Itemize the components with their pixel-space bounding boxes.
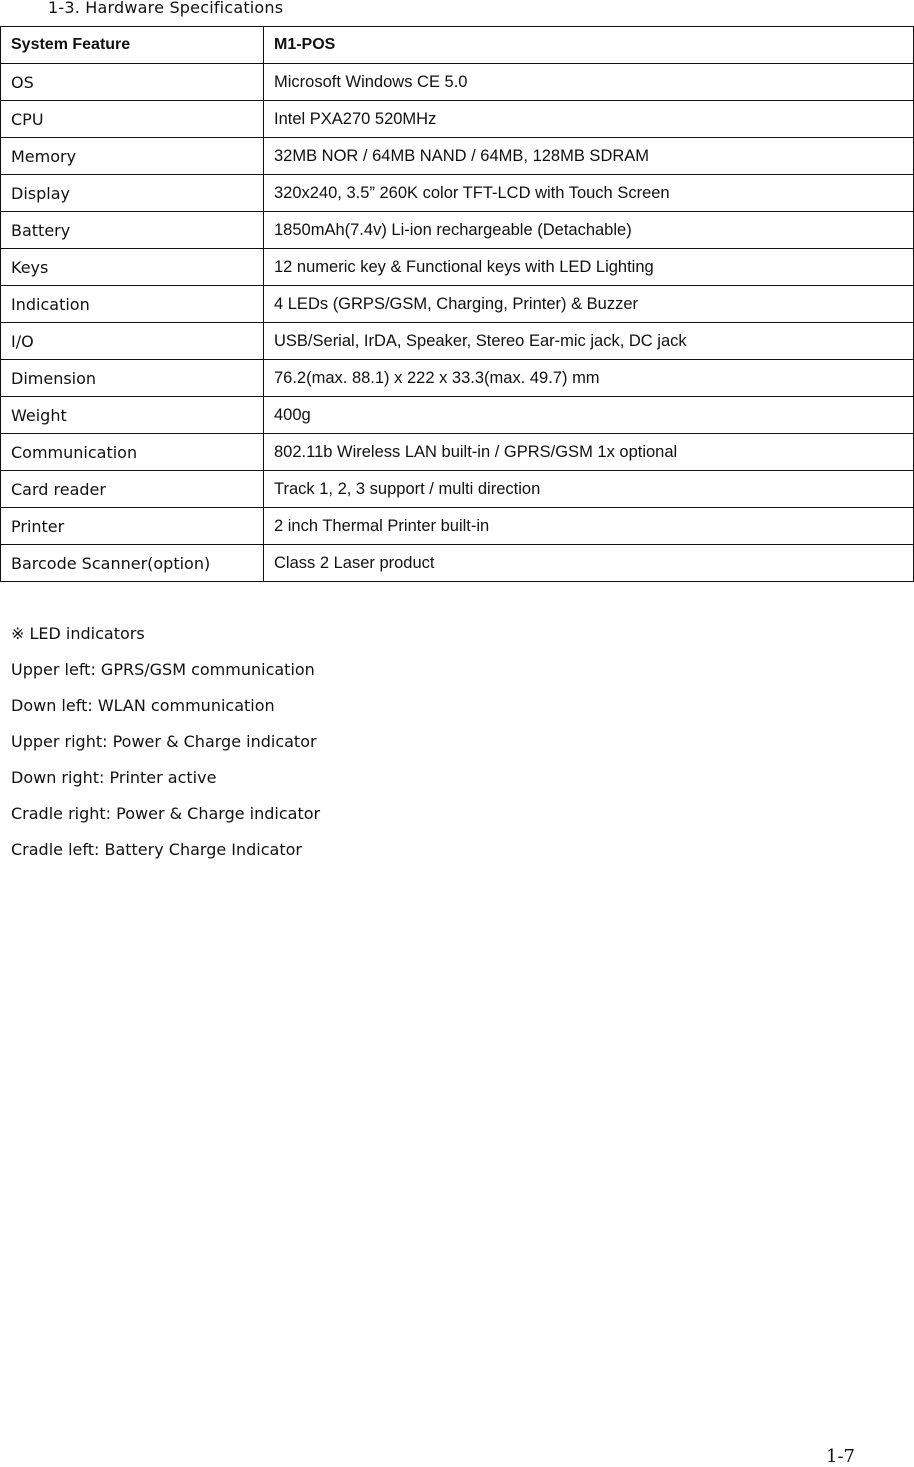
- note-line: Upper left: GPRS/GSM communication: [11, 660, 315, 679]
- table-row: [1, 175, 914, 212]
- value-cell: USB/Serial, IrDA, Speaker, Stereo Ear-mic jack, DC jack: [264, 323, 914, 360]
- table-row: [1, 286, 914, 323]
- feature-cell: Display: [1, 175, 264, 212]
- table-row: [1, 397, 914, 434]
- led-indicator-notes: [11, 622, 320, 874]
- feature-cell: I/O: [1, 323, 264, 360]
- page-number: 1-7: [826, 1446, 855, 1467]
- table-row: [1, 64, 914, 101]
- table-row: [1, 545, 914, 582]
- value-cell: 1850mAh(7.4v) Li-ion rechargeable (Detachable): [264, 212, 914, 249]
- feature-cell: CPU: [1, 101, 264, 138]
- table-row: [1, 212, 914, 249]
- feature-cell: Communication: [1, 434, 264, 471]
- note-line: Down right: Printer active: [11, 768, 217, 787]
- value-cell: Class 2 Laser product: [264, 545, 914, 582]
- table-row: [1, 434, 914, 471]
- table-row: [1, 249, 914, 286]
- feature-cell: Keys: [1, 249, 264, 286]
- feature-cell: Weight: [1, 397, 264, 434]
- table-row: [1, 360, 914, 397]
- feature-cell: Battery: [1, 212, 264, 249]
- feature-cell: Indication: [1, 286, 264, 323]
- table-row: [1, 508, 914, 545]
- value-cell: 2 inch Thermal Printer built-in: [264, 508, 914, 545]
- section-title: 1-3. Hardware Specifications: [48, 0, 284, 17]
- value-cell: Microsoft Windows CE 5.0: [264, 64, 914, 101]
- feature-cell: OS: [1, 64, 264, 101]
- table-row: [1, 323, 914, 360]
- column-header-model: M1-POS: [264, 27, 914, 64]
- value-cell: 400g: [264, 397, 914, 434]
- value-cell: 4 LEDs (GRPS/GSM, Charging, Printer) & Buzzer: [264, 286, 914, 323]
- note-line: Cradle right: Power & Charge indicator: [11, 804, 321, 823]
- note-line: Cradle left: Battery Charge Indicator: [11, 840, 302, 859]
- value-cell: 12 numeric key & Functional keys with LED Lighting: [264, 249, 914, 286]
- note-line: Down left: WLAN communication: [11, 696, 275, 715]
- feature-cell: Barcode Scanner(option): [1, 545, 264, 582]
- notes-heading: ※ LED indicators: [11, 624, 145, 643]
- table-row: [1, 138, 914, 175]
- value-cell: 320x240, 3.5” 260K color TFT-LCD with Touch Screen: [264, 175, 914, 212]
- value-cell: 76.2(max. 88.1) x 222 x 33.3(max. 49.7) mm: [264, 360, 914, 397]
- table-header-row: [1, 27, 914, 64]
- value-cell: 802.11b Wireless LAN built-in / GPRS/GSM 1x optional: [264, 434, 914, 471]
- feature-cell: Memory: [1, 138, 264, 175]
- hardware-spec-table: [0, 26, 914, 582]
- value-cell: Intel PXA270 520MHz: [264, 101, 914, 138]
- value-cell: Track 1, 2, 3 support / multi direction: [264, 471, 914, 508]
- feature-cell: Card reader: [1, 471, 264, 508]
- column-header-feature: System Feature: [1, 27, 264, 64]
- table-row: [1, 471, 914, 508]
- table-row: [1, 101, 914, 138]
- value-cell: 32MB NOR / 64MB NAND / 64MB, 128MB SDRAM: [264, 138, 914, 175]
- feature-cell: Printer: [1, 508, 264, 545]
- note-line: Upper right: Power & Charge indicator: [11, 732, 317, 751]
- feature-cell: Dimension: [1, 360, 264, 397]
